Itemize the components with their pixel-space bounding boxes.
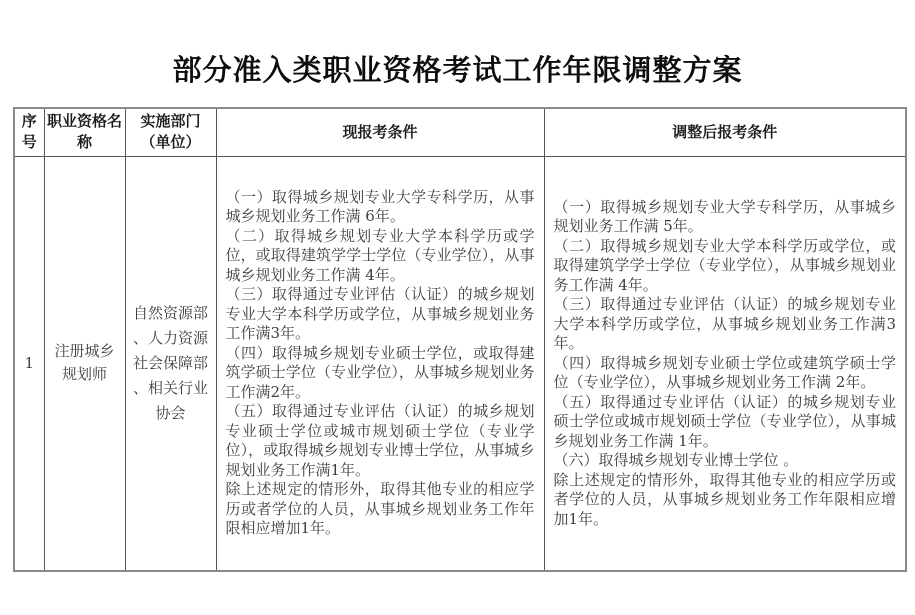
header-current-conditions: 现报考条件 bbox=[216, 108, 544, 156]
table-header-row bbox=[14, 108, 906, 156]
cell-current-conditions bbox=[216, 156, 544, 571]
condition-paragraph: （一）取得城乡规划专业大学专科学历，从事城乡规划业务工作满 5年。 bbox=[553, 197, 896, 235]
condition-paragraph: （五）取得通过专业评估（认证）的城乡规划专业硕士学位或城市规划硕士学位（专业学位），从事城乡规划业务工作满 1年。 bbox=[553, 392, 896, 450]
condition-paragraph: （四）取得城乡规划专业硕士学位或建筑学硕士学位（专业学位），从事城乡规划业务工作满 2年。 bbox=[553, 353, 896, 391]
page-title: 部分准入类职业资格考试工作年限调整方案 bbox=[172, 53, 743, 87]
cell-implementing-department: 自然资源部、人力资源社会保障部、相关行业协会 bbox=[125, 156, 216, 571]
header-implementing-department: 实施部门（单位） bbox=[125, 108, 216, 156]
condition-paragraph: （二）取得城乡规划专业大学本科学历或学位，或取得建筑学学士学位（专业学位），从事城乡规划业务工作满 4年。 bbox=[553, 236, 896, 294]
condition-paragraph: （三）取得通过专业评估（认证）的城乡规划专业大学本科学历或学位，从事城乡规划业务工作满3年。 bbox=[553, 295, 896, 352]
condition-paragraph: （五）取得通过专业评估（认证）的城乡规划专业硕士学位或城市规划硕士学位（专业学位），或取得城乡规划专业博士学位，从事城乡规划业务工作满1年。 bbox=[225, 402, 535, 479]
cell-seq: 1 bbox=[14, 156, 44, 571]
condition-paragraph: 除上述规定的情形外，取得其他专业的相应学历或者学位的人员，从事城乡规划业务工作年限相应增加1年。 bbox=[553, 470, 896, 528]
header-qualification-name: 职业资格名称 bbox=[44, 108, 125, 156]
cell-qualification-name: 注册城乡规划师 bbox=[44, 156, 125, 571]
table-row bbox=[14, 156, 906, 571]
condition-paragraph: 除上述规定的情形外，取得其他专业的相应学历或者学位的人员，从事城乡规划业务工作年限相应增加1年。 bbox=[225, 480, 535, 538]
condition-paragraph: （二）取得城乡规划专业大学本科学历或学位，或取得建筑学学士学位（专业学位），从事城乡规划业务工作满 4年。 bbox=[225, 226, 535, 284]
condition-paragraph: （四）取得城乡规划专业硕士学位，或取得建筑学硕士学位（专业学位），从事城乡规划业务工作满2年。 bbox=[225, 343, 535, 401]
condition-paragraph: （六）取得城乡规划专业博士学位 。 bbox=[553, 451, 799, 469]
header-adjusted-conditions: 调整后报考条件 bbox=[544, 108, 906, 156]
condition-paragraph: （一）取得城乡规划专业大学专科学历，从事城乡规划业务工作满 6年。 bbox=[225, 187, 535, 226]
qualification-table bbox=[13, 107, 907, 572]
header-seq: 序号 bbox=[14, 108, 44, 156]
cell-adjusted-conditions bbox=[544, 156, 906, 571]
condition-paragraph: （三）取得通过专业评估（认证）的城乡规划专业大学本科学历或学位，从事城乡规划业务工作满3年。 bbox=[225, 285, 535, 343]
